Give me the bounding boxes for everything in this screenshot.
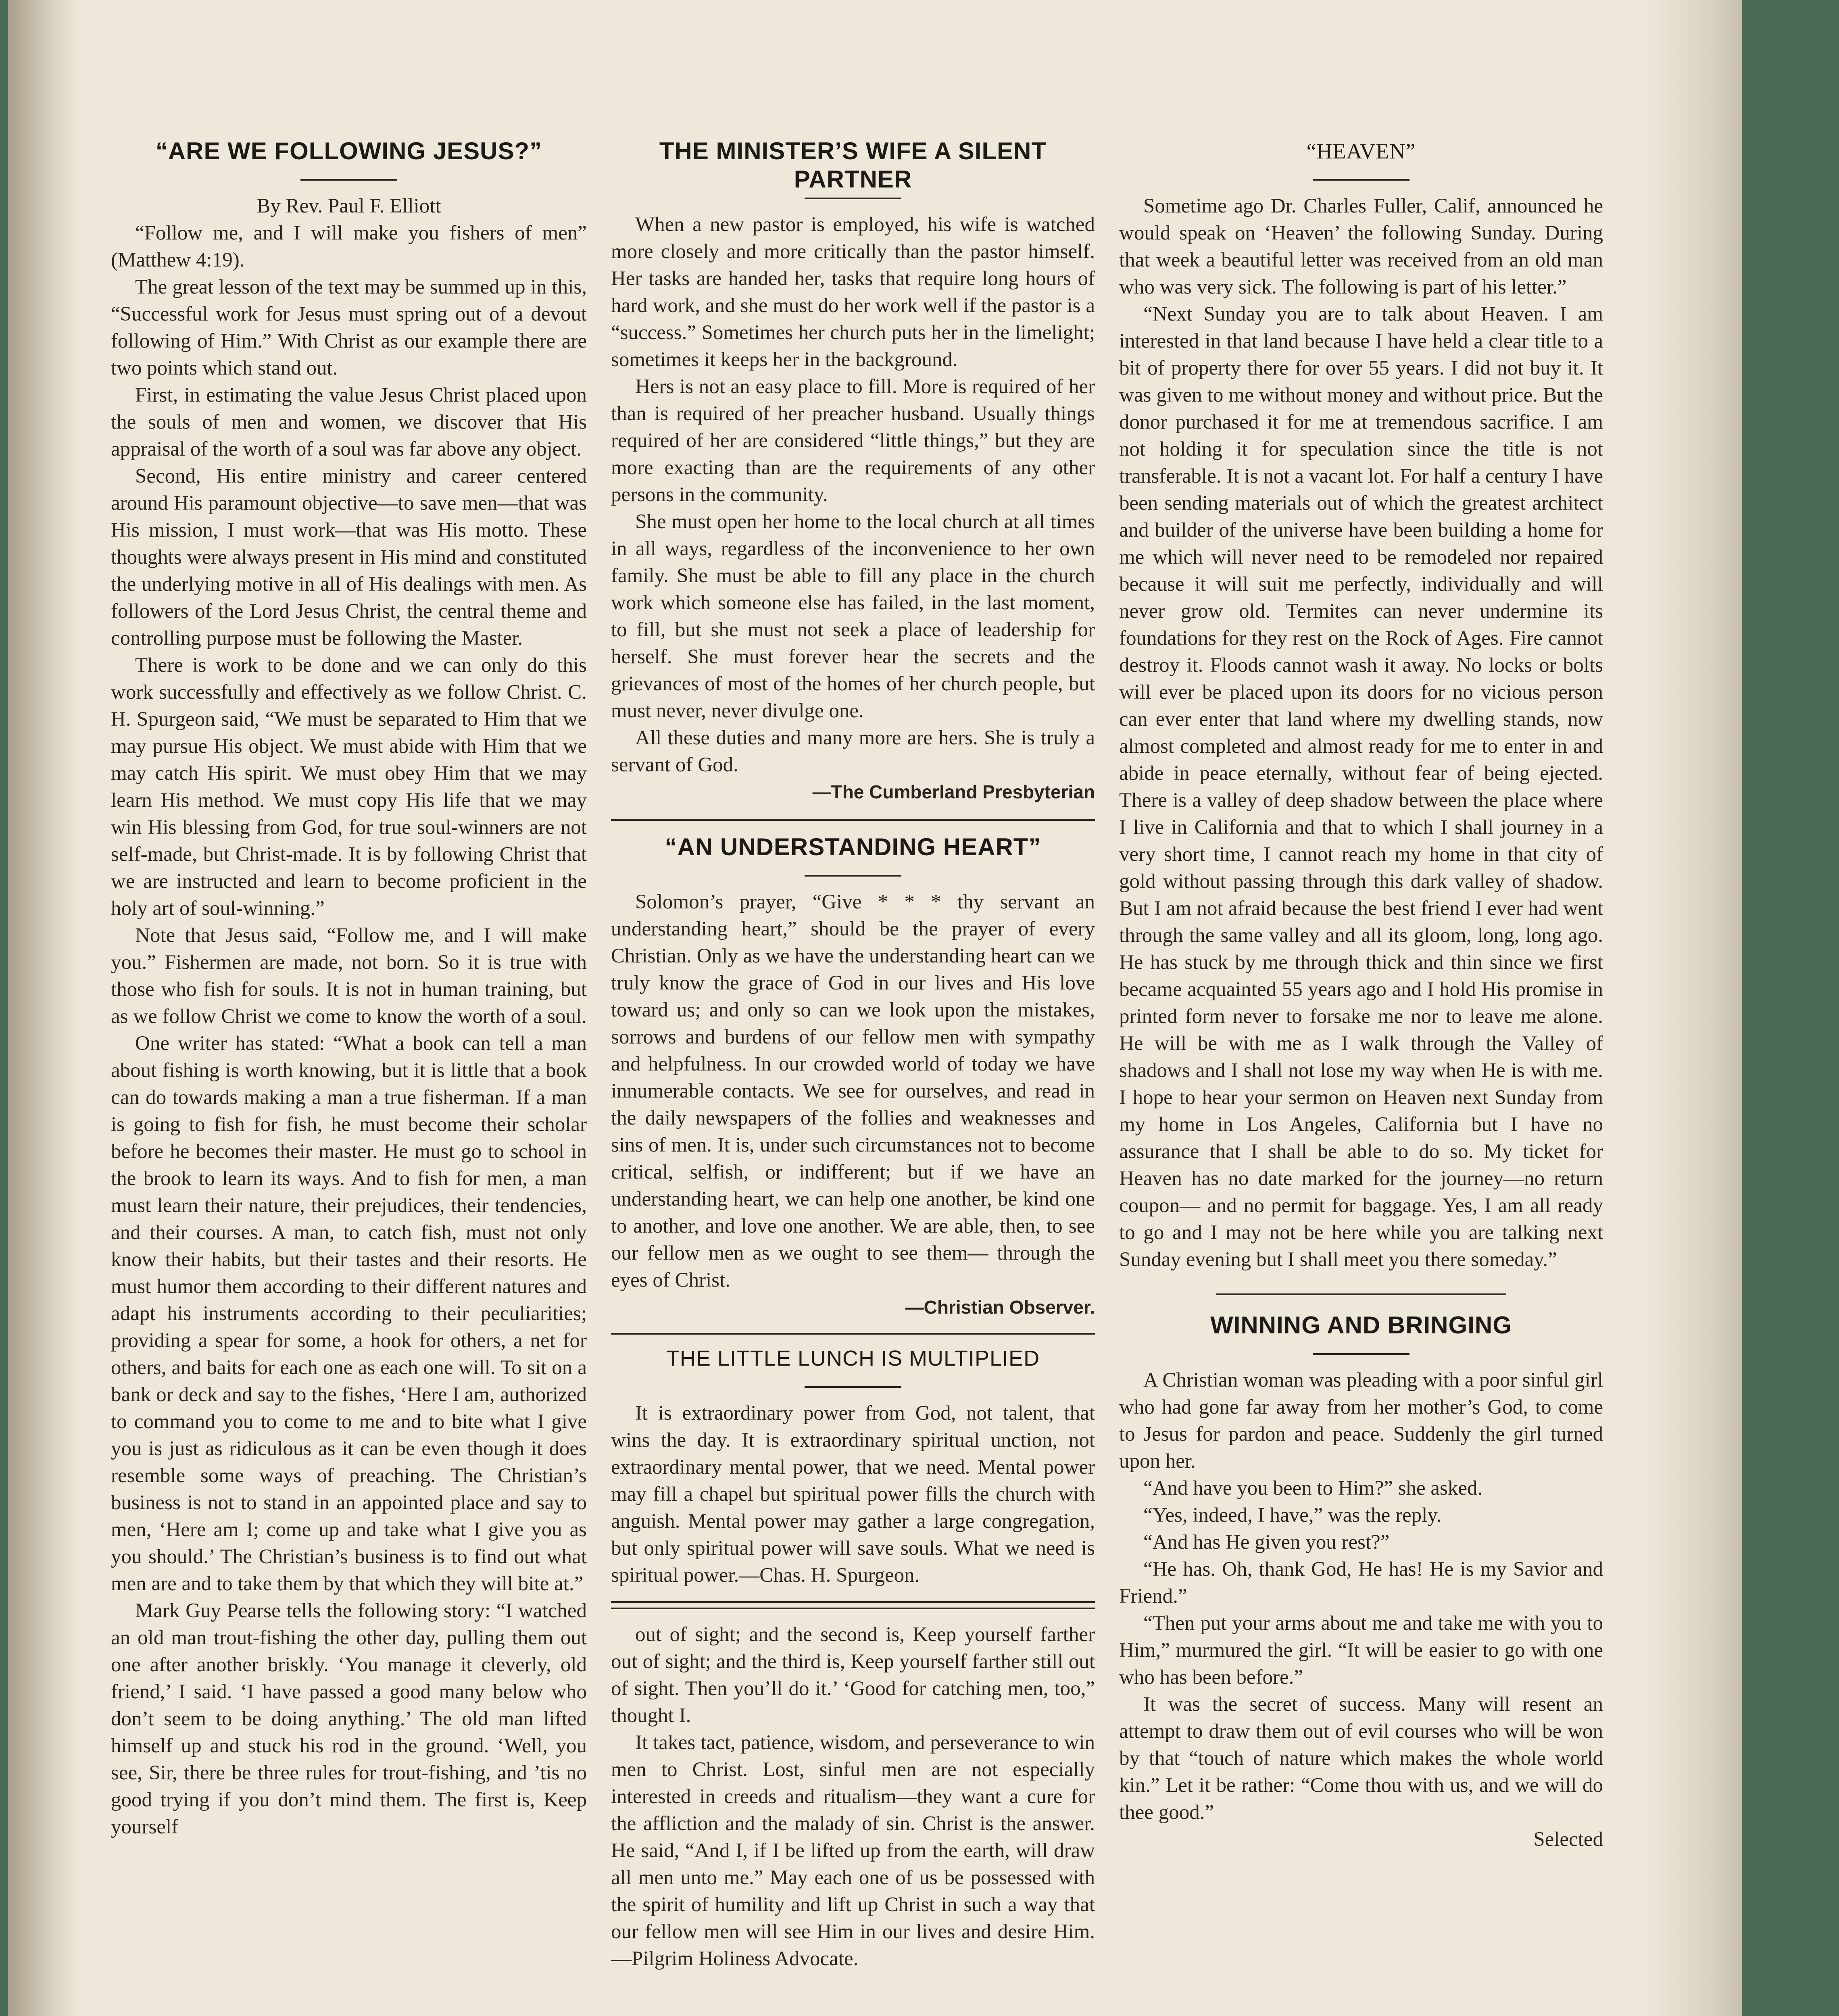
article-body-ministers-wife xyxy=(611,211,1095,779)
column-3 xyxy=(1119,137,1603,1853)
paragraph: She must open her home to the local church at all times in all ways, regardless of the inconvenience to her own family. She must be able to fill any place in the church work which someone else has failed, in the last moment, to fill, but she must not seek a place of leadership for herself. She must forever hear the secrets and the grievances of most of the homes of her church people, but must never, never divulge one. xyxy=(611,510,1095,722)
source-cumberland: —The Cumberland Presbyterian xyxy=(812,781,1095,802)
paragraph: When a new pastor is employed, his wife is watched more closely and more critically than the pastor himself. Her tasks are handed her, tasks that require long hours of hard work, and she must do her work well if the pastor is a “success.” Sometimes her church puts her in the limelight; sometimes it keeps her in the background. xyxy=(611,213,1095,371)
page-edge xyxy=(1645,0,1742,2016)
paragraph: One writer has stated: “What a book can tell a man about fishing is worth knowing, but it is little that a book can do towards making a man a true fisherman. If a man is going to fish for fish, he must become their scholar before he becomes their master. He must go to school in the brook to learn its ways. And to fish for men, a man must learn their nature, their prejudices, their tendencies, and their courses. A man, to catch fish, must not only know their habits, but their tastes and their resorts. He must humor them according to their different natures and adapt his instruments according to their peculiarities; providing a spear for some, a hook for others, a net for others, and baits for each one as each one will. To sit on a bank or deck and say to the fishes, ‘Here I am, authorized to command you to come to me and to bite what I give you is just as ridiculous as it can be even though it does resemble some ways of preaching. The Christian’s business is not to stand in an appointed place and say to men, ‘Here am I; come up and take what I give you as you should.’ The Christian’s business is to find out what men are and to take them by that which they will bite at.” xyxy=(111,1032,587,1595)
paragraph: Hers is not an easy place to fill. More is required of her than is required of her preacher husband. Usually things required of her are considered “little things,” but they are more exacting than are the requirements of any other persons in the community. xyxy=(611,375,1095,506)
paragraph: out of sight; and the second is, Keep yourself farther out of sight; and the third is, Keep yourself farther still out of sight. Then you’ll do it.’ ‘Good for catching men, too,” thought I. xyxy=(611,1623,1095,1727)
article-title-heaven: “HEAVEN” xyxy=(1306,139,1416,163)
source-selected: Selected xyxy=(1533,1828,1603,1851)
paragraph: A Christian woman was pleading with a poor sinful girl who had gone far away from her mother’s God, to come to Jesus for pardon and peace. Suddenly the girl turned upon her. xyxy=(1119,1369,1603,1472)
title-rule xyxy=(1313,179,1409,181)
byline: By Rev. Paul F. Elliott xyxy=(256,195,441,217)
article-continuation xyxy=(611,1621,1095,1972)
paragraph: All these duties and many more are hers. She is truly a servant of God. xyxy=(611,727,1095,776)
paragraph: Second, His entire ministry and career centered around His paramount objective—to save men—that was His mission, I must work—that was His motto. These thoughts were always present in His mind and constituted the underlying motive in all of His dealings with men. As followers of the Lord Jesus Christ, the central theme and controlling purpose must be following the Master. xyxy=(111,465,587,650)
double-rule xyxy=(611,1601,1095,1609)
paragraph: “Next Sunday you are to talk about Heaven. I am interested in that land because I have held a clear title to a bit of property there for over 55 years. I did not buy it. It was given to me without money and without price. But the donor purchased it for me at tremendous sacrifice. I am not holding it for speculation since the title is not transferable. It is not a vacant lot. For half a century I have been sending materials out of which the greatest architect and builder of the universe have been building a home for me which will never need to be remodeled nor repaired because it will suit me perfectly, individually and will never grow old. Termites can never undermine its foundations for they rest on the Rock of Ages. Fire cannot destroy it. Floods cannot wash it away. No locks or bolts will ever be placed upon its doors for no vicious person can ever enter that land where my dwelling stands, now almost completed and almost ready for me to enter in and abide in peace eternally, without fear of being ejected. There is a valley of deep shadow between the place where I live in California and that to which I shall journey in a very short time, I cannot reach my home in that city of gold without passing through this dark valley of shadow. But I am not afraid because the best friend I ever had went through the same valley and all its gloom, long, long ago. He has stuck by me through thick and thin since we first became acquainted 55 years ago and I hold His promise in printed form never to forsake me nor to leave me alone. He will be with me as I walk through the Valley of shadows and I shall not lose my way when He is with me. I hope to hear your sermon on Heaven next Sunday from my home in Los Angeles, California but I have no assurance that I shall be able to do so. My ticket for Heaven has no date marked for the journey—no return coupon— and no permit for baggage. Yes, I am all ready to go and I may not be here while you are talking next Sunday evening but I shall meet you there someday.” xyxy=(1119,303,1603,1271)
paragraph: Sometime ago Dr. Charles Fuller, Calif, announced he would speak on ‘Heaven’ the following Sunday. During that week a beautiful letter was received from an old man who was very sick. The following is part of his letter.” xyxy=(1119,195,1603,298)
source-christian-observer: —Christian Observer. xyxy=(905,1297,1095,1318)
title-rule xyxy=(300,179,397,181)
article-title-understanding-heart: “AN UNDERSTANDING HEART” xyxy=(665,833,1041,860)
article-title-ministers-wife: THE MINISTER’S WIFE A SILENT PARTNER xyxy=(659,137,1047,193)
book-cover-edge xyxy=(1742,0,1839,2016)
paragraph: “Follow me, and I will make you fishers of men” (Matthew 4:19). xyxy=(111,222,587,271)
paragraph: It is extraordinary power from God, not talent, that wins the day. It is extraordinary spiritual unction, not extraordinary mental power, that we need. Mental power may fill a chapel but spiritual power fills the church with anguish. Mental power may gather a large congregation, but only spiritual power will save souls. What we need is spiritual power.—Chas. H. Spurgeon. xyxy=(611,1402,1095,1587)
title-rule xyxy=(805,875,901,877)
paragraph: It was the secret of success. Many will resent an attempt to draw them out of evil courses who will be won by that “touch of nature which makes the whole world kin.” Let it be rather: “Come thou with us, and we will do thee good.” xyxy=(1119,1693,1603,1824)
article-body-following-jesus xyxy=(111,220,587,1841)
section-rule xyxy=(611,819,1095,821)
paragraph: Note that Jesus said, “Follow me, and I will make you.” Fishermen are made, not born. So it is true with those who fish for souls. It is not in human training, but as we follow Christ we come to know the worth of a soul. xyxy=(111,924,587,1028)
paragraph: Mark Guy Pearse tells the following story: “I watched an old man trout-fishing the other day, pulling them out one after another briskly. ‘You manage it cleverly, old friend,’ I said. ‘I have passed a good many below who don’t seem to be doing anything.’ The old man lifted himself up and stuck his rod in the ground. ‘Well, you see, Sir, there be three rules for trout-fishing, and ’tis no good trying if you don’t mind them. The first is, Keep yourself xyxy=(111,1599,587,1838)
paragraph: Solomon’s prayer, “Give * * * thy servant an understanding heart,” should be the prayer of every Christian. Only as we have the understanding heart can we truly know the grace of God in our lives and His love toward us; and only so can we look upon the mistakes, sorrows and burdens of our fellow men with sympathy and helpfulness. In our crowded world of today we have innumerable contacts. We see for ourselves, and read in the daily newspapers of the follies and weaknesses and sins of men. It is, under such circumstances not to become critical, selfish, or indifferent; but if we have an understanding heart, we can help one another, be kind one to another, and love one another. We are able, then, to see our fellow men as we ought to see them— through the eyes of Christ. xyxy=(611,891,1095,1291)
paragraph: First, in estimating the value Jesus Christ placed upon the souls of men and women, we discover that His appraisal of the worth of a soul was far above any object. xyxy=(111,384,587,460)
paragraph: It takes tact, patience, wisdom, and perseverance to win men to Christ. Lost, sinful men are not especially interested in creeds and ritualism—they want a cure for the affliction and the malady of sin. Christ is the answer. He said, “And I, if I be lifted up from the earth, will draw all men unto me.” May each one of us be possessed with the spirit of humility and lift up Christ in such a way that our fellow men will see Him in our lives and desire Him.—Pilgrim Holiness Advocate. xyxy=(611,1731,1095,1970)
article-body-little-lunch xyxy=(611,1400,1095,1589)
article-title-following-jesus: “ARE WE FOLLOWING JESUS?” xyxy=(155,137,542,165)
magazine-page xyxy=(8,0,1742,2016)
column-2 xyxy=(611,137,1095,1972)
paragraph: There is work to be done and we can only do this work successfully and effectively as we follow Christ. C. H. Spurgeon said, “We must be separated to Him that we may pursue His object. We must abide with Him that we may catch His spirit. We must obey Him that we may learn His method. We must copy His life that we may win His blessing from God, for true soul-winners are not self-made, but Christ-made. It is by following Christ that we are instructed and learn to become proficient in the holy art of soul-winning.” xyxy=(111,654,587,920)
paragraph: “Then put your arms about me and take me with you to Him,” murmured the girl. “It will be easier to go with one who has been before.” xyxy=(1119,1612,1603,1689)
column-1 xyxy=(111,137,587,1841)
binding-shadow xyxy=(8,0,81,2016)
section-rule xyxy=(611,1333,1095,1335)
article-title-winning-bringing: WINNING AND BRINGING xyxy=(1210,1312,1512,1339)
title-rule xyxy=(805,1386,901,1388)
title-rule xyxy=(805,198,901,199)
paragraph: The great lesson of the text may be summed up in this, “Successful work for Jesus must spring out of a devout following of Him.” With Christ as our example there are two points which stand out. xyxy=(111,276,587,379)
article-body-understanding-heart xyxy=(611,889,1095,1294)
paragraph: “And has He given you rest?” xyxy=(1143,1531,1390,1554)
article-body-winning-bringing xyxy=(1119,1367,1603,1826)
paragraph: “He has. Oh, thank God, He has! He is my Savior and Friend.” xyxy=(1119,1558,1603,1608)
title-rule xyxy=(1313,1353,1409,1355)
article-body-heaven xyxy=(1119,193,1603,1273)
paragraph: “Yes, indeed, I have,” was the reply. xyxy=(1143,1504,1442,1527)
article-title-little-lunch: THE LITTLE LUNCH IS MULTIPLIED xyxy=(666,1346,1040,1370)
paragraph: “And have you been to Him?” she asked. xyxy=(1143,1477,1483,1500)
section-rule xyxy=(1216,1293,1506,1295)
